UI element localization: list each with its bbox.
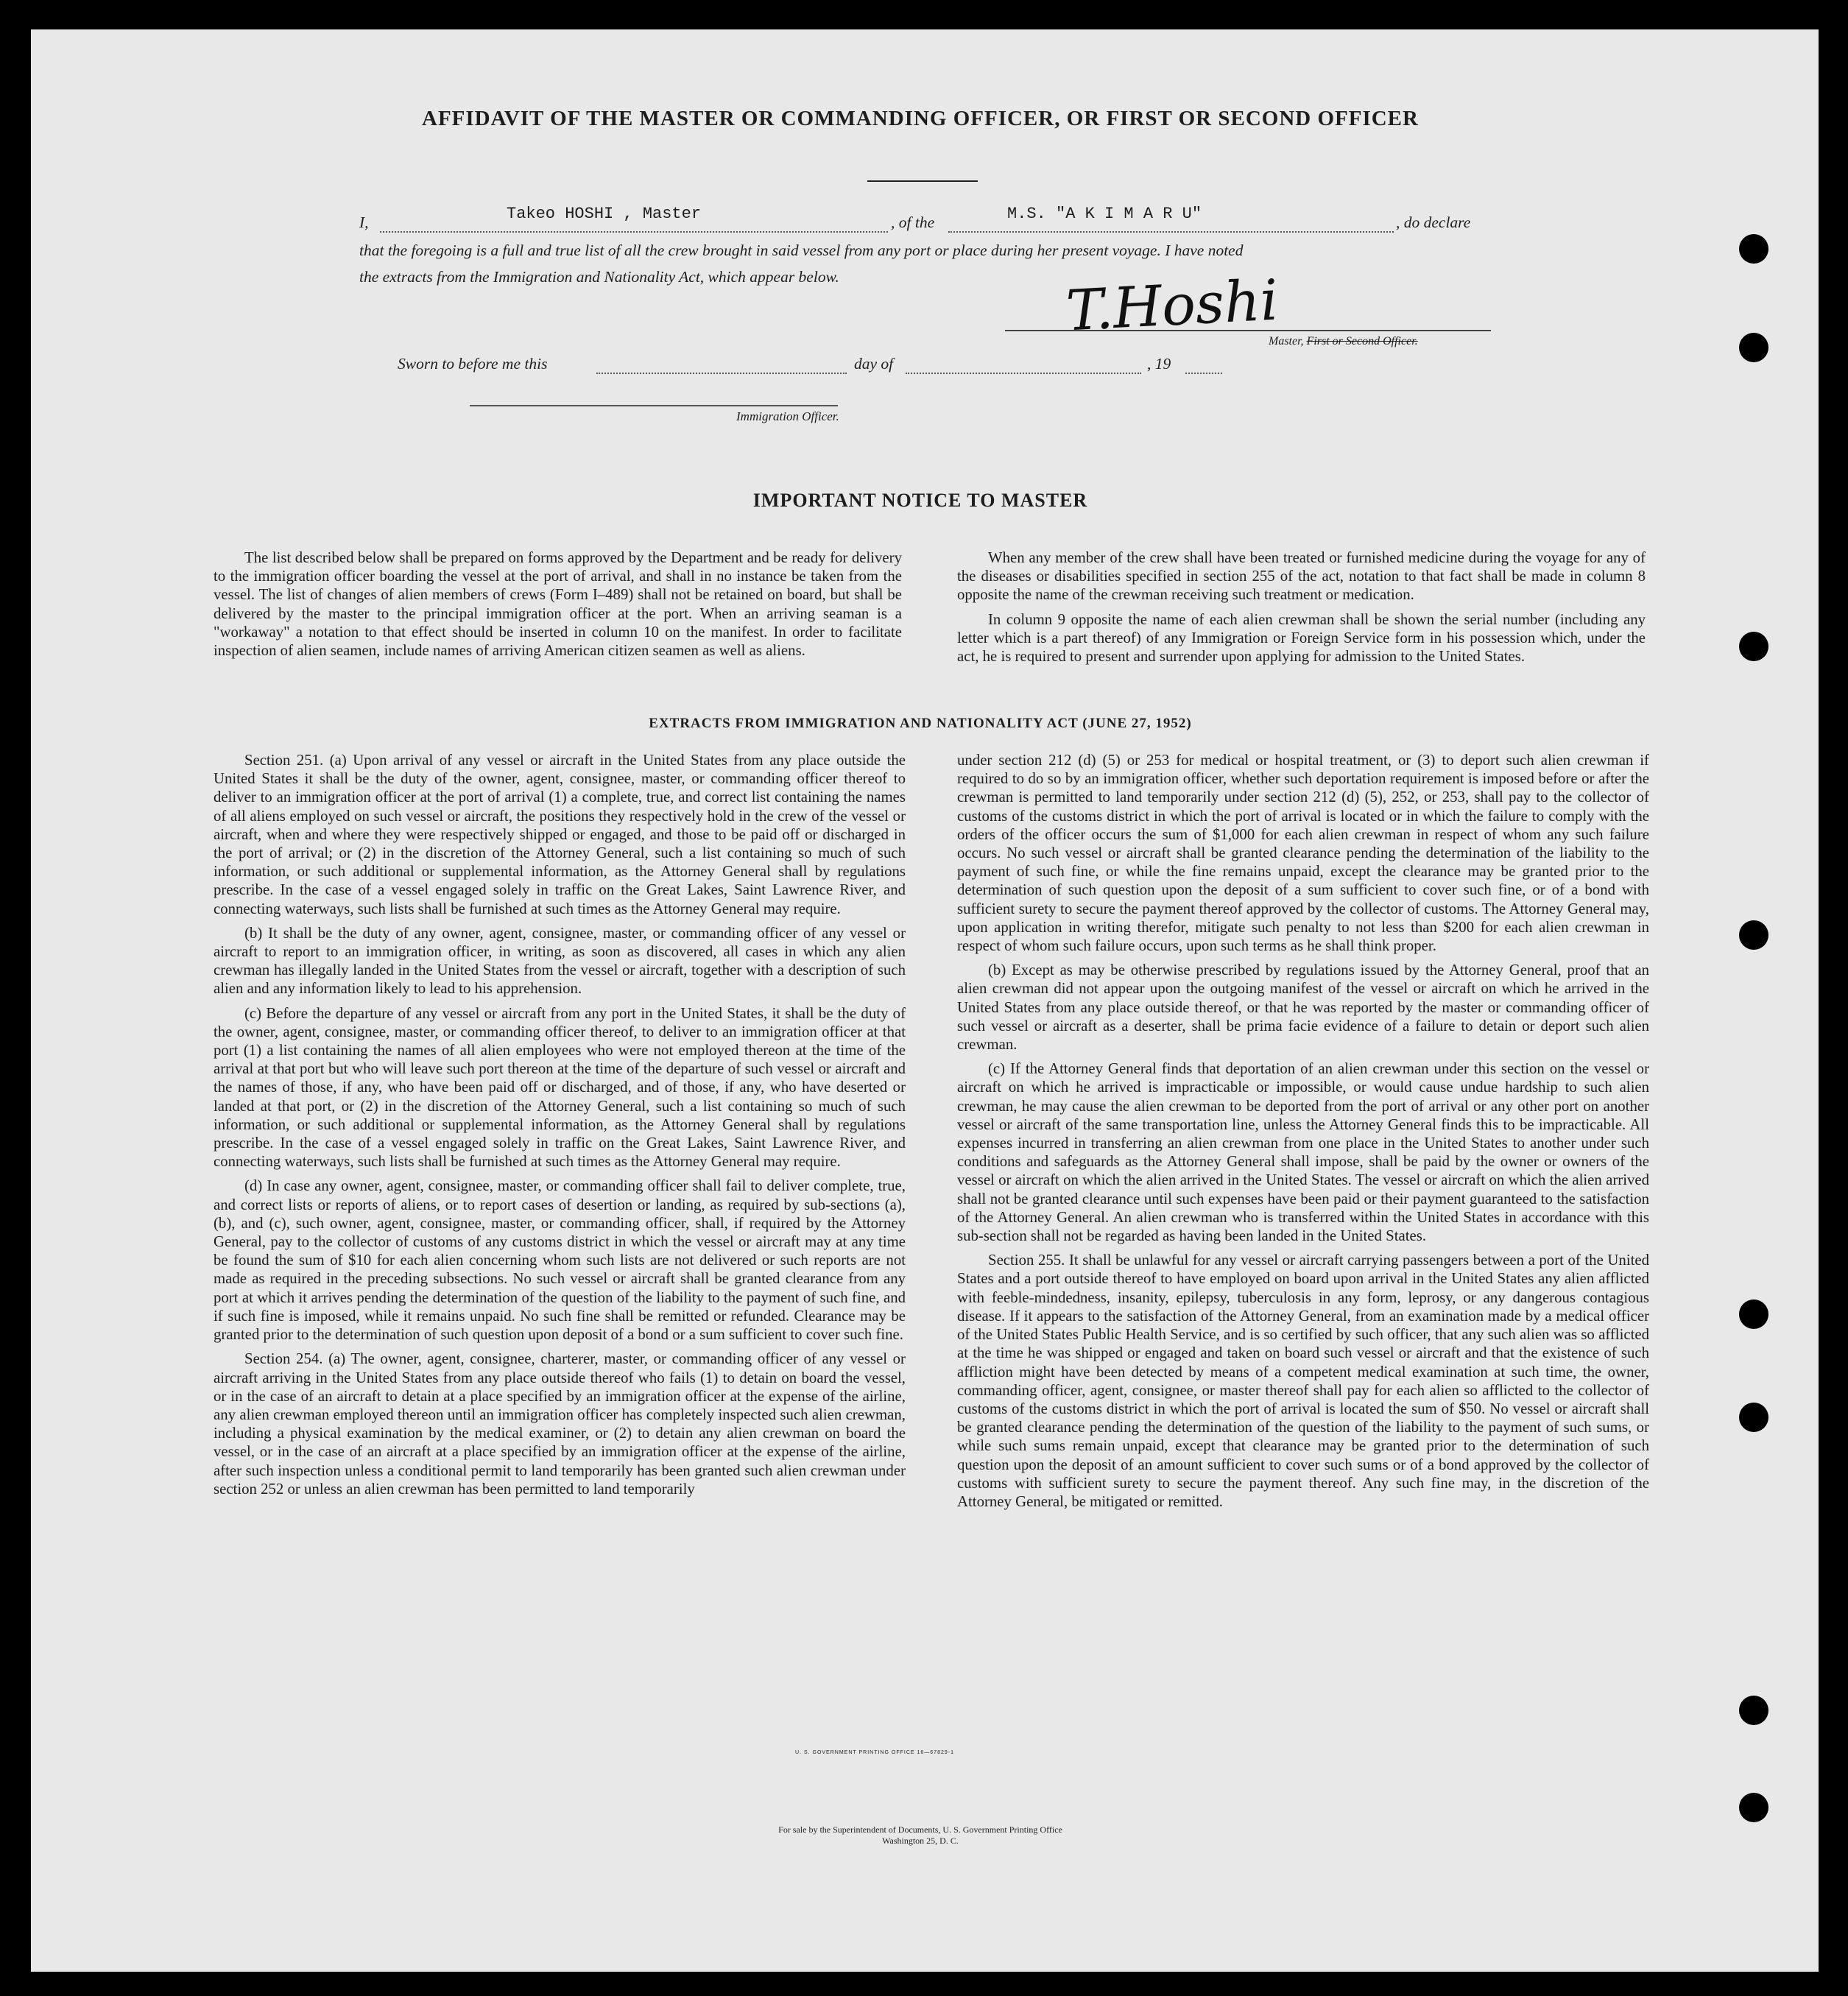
sworn-day-underline [596,373,847,374]
sale-line-1: For sale by the Superintendent of Documents, U. S. Government Printing Office [778,1824,1062,1835]
gpo-imprint: U. S. GOVERNMENT PRINTING OFFICE 16—67829-1 [795,1750,954,1755]
extract-paragraph: Section 255. It shall be unlawful for any vessel or aircraft carrying passengers between a port of the United States and a port outside thereof to have employed on board upon arrival in the United States any alien afflicted with feeble-mindedness, insanity, epilepsy, tuberculosis in any form, leprosy, or any dangerous contagious disease. If it appears to the satisfaction of the Attorney General, from an examination made by a medical officer of the United States Public Health Service, and is so certified by such officer, that any such alien was so afflicted at the time he was shipped or engaged and taken on board such vessel or aircraft and that the existence of such affliction might have been detected by means of a competent medical examination at such time, the owner, commanding officer, agent, consignee, or master thereof shall pay for each alien so afflicted to the collector of customs of the customs district in which the port of arrival is located the sum of $50. No vessel or aircraft shall be granted clearance pending the determination of the question of the liability to the payment of such sums, or while such sums remain unpaid, except that clearance may be granted prior to the determination of such question upon the deposit of an amount sufficient to cover such sums or of a bond approved by the collector of customs with sufficient surety to secure the payment thereof. Any such fine may, in the discretion of the Attorney General, be mitigated or remitted. [957,1252,1649,1510]
officer-name: Takeo HOSHI , Master [507,205,702,223]
sale-notice [663,1824,1178,1847]
of-the-label: , of the [891,214,935,231]
sworn-line [398,355,1281,378]
declaration-line [359,205,1493,237]
statement-line-2: the extracts from the Immigration and Nationality Act, which appear below. [359,268,839,286]
punch-hole [1739,1793,1768,1822]
extracts-right-column [957,751,1649,1517]
punch-hole [1739,632,1768,661]
vessel-underline [948,231,1394,233]
officer-signature-line [470,405,838,406]
extract-paragraph: under section 212 (d) (5) or 253 for medical or hospital treatment, or (3) to deport such alien crewman if required to do so by an immigration officer, whether such deportation requirement is imposed before or after the crewman is permitted to land temporarily under section 212 (d) (5), 252, or 253, shall pay to the collector of customs of the customs district in which the port of arrival is located or in which the failure to comply with the orders of the officer occurs the sum of $1,000 for each alien crewman in respect of whom any such failure occurs. No such vessel or aircraft shall be granted clearance pending the determination of the liability to the payment of such fine, or while the fine remains unpaid, except the clearance may be granted prior to the determination of such question upon the deposit of a sum sufficient to cover such fine, or of a bond with sufficient surety to secure the payment thereof approved by the collector of customs. The Attorney General may, upon application in writing therefor, mitigate such penalty to not less than $200 for each alien crewman in respect of whom such failure occurs, upon such terms as he shall think proper. [957,752,1649,955]
day-of-label: day of [854,355,894,373]
sworn-month-underline [906,373,1141,374]
signature: T.Hoshi [1064,267,1280,344]
signature-line [1005,330,1491,331]
notice-right-paragraph-2: In column 9 opposite the name of each alien crewman shall be shown the serial number (including any letter which is a part thereof) of any Immigration or Foreign Service form in his possession which, under the act, he is required to present and surrender upon applying for admission to the United States. [957,610,1646,666]
vessel-name: M.S. "A K I M A R U" [1007,205,1202,223]
extracts-title: EXTRACTS FROM IMMIGRATION AND NATIONALITY ACT (JUNE 27, 1952) [649,716,1192,731]
extract-paragraph: (c) If the Attorney General finds that deportation of an alien crewman under this section on the vessel or aircraft on which he arrived is impracticable or impossible, or would cause undue hardship to such alien crewman, he may cause the alien crewman to be deported from the port of arrival or any other port on another vessel or aircraft of the same transportation line, unless the Attorney General finds this to be impracticable. All expenses incurred in transferring an alien crewman from one place in the United States to another under such conditions and safeguards as the Attorney General shall impose, shall be paid by the owner or owners of the vessel or aircraft on which the alien arrived in the United States. The vessel or aircraft on which the alien arrived shall not be granted clearance until such expenses have been paid or their payment guaranteed to the satisfaction of the Attorney General. An alien crewman who is transferred within the United States in accordance with this sub-section shall not be regarded as having been landed in the United States. [957,1060,1649,1245]
punch-hole [1739,1403,1768,1432]
sale-line-2: Washington 25, D. C. [882,1835,959,1846]
extract-paragraph: (c) Before the departure of any vessel or aircraft from any port in the United States, it shall be the duty of the owner, agent, consignee, master, or commanding officer thereof, to deliver to an immigration officer at that port (1) a list containing the names of all alien employees who were not employed thereon at the time of the arrival at that port but who will leave such port thereon at the time of the departure of such vessel or aircraft and the names of those, if any, who have been paid off or discharged, and of those, if any, who have deserted or landed at that port, or (2) in the discretion of the Attorney General, such a list containing so much of such information, or such additional or supplemental information, as the Attorney General shall by regulations prescribe. In the case of a vessel engaged solely in traffic on the Great Lakes, Saint Lawrence River, and connecting waterways, such lists shall be furnished at such times as the Attorney General may require. [214,1004,906,1171]
i-label: I, [359,214,369,231]
extracts-left-column [214,751,906,1504]
name-underline [380,231,888,233]
year-underline [1185,373,1222,374]
title-rule [867,180,978,182]
notice-left-column [214,549,902,666]
punch-hole [1739,333,1768,362]
affidavit-title: AFFIDAVIT OF THE MASTER OR COMMANDING OFFICER, OR FIRST OR SECOND OFFICER [422,107,1419,130]
extract-paragraph: Section 251. (a) Upon arrival of any vessel or aircraft in the United States from any place outside the United States it shall be the duty of the owner, agent, consignee, master, or commanding officer thereof to deliver to an immigration officer at the port of arrival (1) a complete, true, and correct list containing the names of all aliens employed on such vessel or aircraft, the positions they respectively hold in the crew of the vessel or aircraft, when and where they were respectively shipped or engaged, and those to be paid off or discharged in the port of arrival; or (2) in the discretion of the Attorney General, such a list containing so much of such information, or such additional or supplemental information, as the Attorney General shall by regulations prescribe. In the case of a vessel engaged solely in traffic on the Great Lakes, Saint Lawrence River, and connecting waterways, such lists shall be furnished at such times as the Attorney General may require. [214,752,906,917]
sworn-label: Sworn to before me this [398,355,548,373]
struck-caption: First or Second Officer. [1306,335,1418,348]
signature-caption: Master, First or Second Officer. [1269,335,1418,348]
do-declare-label: , do declare [1396,214,1471,231]
notice-right-paragraph-1: When any member of the crew shall have been treated or furnished medicine during the voyage for any of the diseases or disabilities specified in section 255 of the act, notation to that fact shall be made in column 8 opposite the name of the crewman receiving such treatment or medication. [957,549,1646,604]
extract-paragraph: (b) Except as may be otherwise prescribed by regulations issued by the Attorney General, proof that an alien crewman did not appear upon the outgoing manifest of the vessel or aircraft on which he arrived in the United States from any place outside thereof, or that he was reported by the master or commanding officer of such vessel or aircraft as a deserter, shall be prima facie evidence of a failure to detain or deport such alien crewman. [957,962,1649,1054]
statement-line-1: that the foregoing is a full and true list of all the crew brought in said vessel from any port or place during her present voyage. I have noted [359,241,1244,259]
notice-left-paragraph: The list described below shall be prepared on forms approved by the Department and be ready for delivery to the immigration officer boarding the vessel at the port of arrival, and shall in no instance be taken from the vessel. The list of changes of alien members of crews (Form I–489) shall not be retained on board, but shall be delivered by the master to the principal immigration officer at the port. When an arriving seaman is a "workaway" a notation to that effect should be inserted in column 10 on the manifest. In order to facilitate inspection of alien seamen, include names of arriving American citizen seamen as well as aliens. [214,549,902,660]
notice-right-column [957,549,1646,671]
punch-hole [1739,234,1768,264]
year-prefix: , 19 [1147,355,1171,373]
immigration-officer-label: Immigration Officer. [736,409,839,423]
punch-hole [1739,1696,1768,1725]
notice-title: IMPORTANT NOTICE TO MASTER [752,490,1088,511]
punch-hole [1739,920,1768,950]
punch-hole [1739,1299,1768,1329]
extract-paragraph: (b) It shall be the duty of any owner, agent, consignee, master, or commanding officer of any vessel or aircraft to report to an immigration officer, in writing, as soon as discovered, all cases in which any alien crewman has illegally landed in the United States from the vessel or aircraft, together with a description of such alien and any information likely to lead to his apprehension. [214,924,906,998]
extract-paragraph: (d) In case any owner, agent, consignee, master, or commanding officer shall fail to deliver complete, true, and correct lists or reports of aliens, or to report cases of desertion or landing, as required by sub-sections (a), (b), and (c), such owner, agent, consignee, master, or commanding officer, shall, if required by the Attorney General, pay to the collector of customs of any customs district in which the vessel or aircraft may at any time be found the sum of $10 for each alien concerning whom such lists are not delivered or such reports are not made as required in the preceding subsections. No such vessel or aircraft shall be granted clearance from any port at which it arrives pending the determination of the question of the liability to the payment of such fine, and if such fine is imposed, while it remains unpaid. No such fine shall be remitted or refunded. Clearance may be granted prior to the determination of such question upon deposit of a bond or a sum sufficient to cover such fine. [214,1177,906,1344]
extract-paragraph: Section 254. (a) The owner, agent, consignee, charterer, master, or commanding officer of any vessel or aircraft arriving in the United States from any place outside thereof who fails (1) to detain on board the vessel, or in the case of an aircraft to detain at a place specified by an immigration officer at the expense of the airline, any alien crewman employed thereon until an immigration officer has completely inspected such alien crewman, including a physical examination by the medical examiner, or (2) to detain any alien crewman on board the vessel, or in the case of an aircraft at a place specified by an immigration officer at the expense of the airline, after such inspection unless a conditional permit to land temporarily has been granted such alien crewman under section 252 or unless an alien crewman has been permitted to land temporarily [214,1350,906,1498]
